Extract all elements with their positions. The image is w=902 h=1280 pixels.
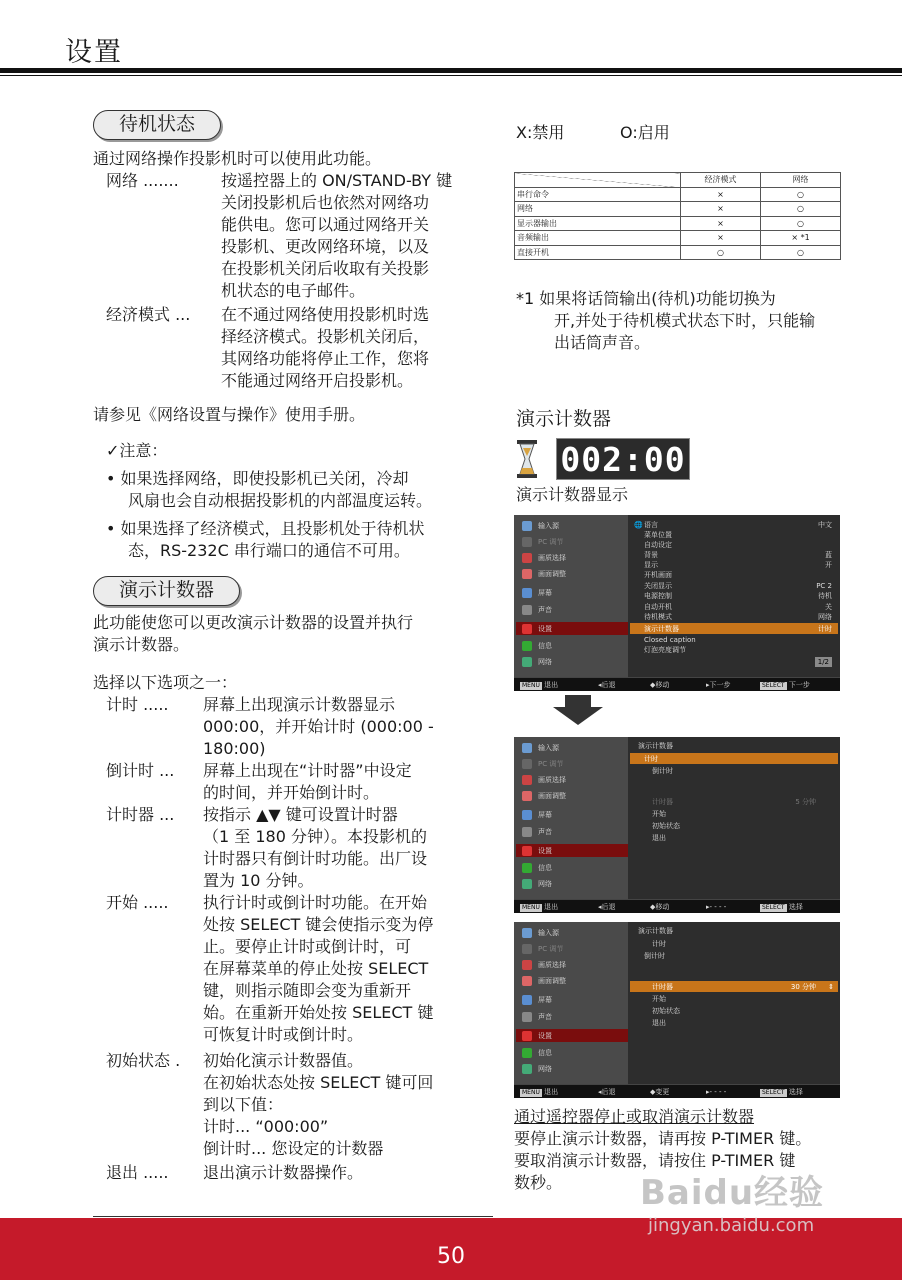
image-select-icon	[522, 775, 532, 785]
counter-subheading: 演示计数器	[516, 408, 612, 430]
counter-display: 002:00	[556, 438, 690, 480]
menu-key-icon: MENU	[522, 682, 540, 689]
menu-value: 网络	[818, 613, 832, 621]
text-line: 其网络功能将停止工作，您将	[221, 349, 430, 368]
menu-value: 计时	[818, 625, 832, 633]
menu-item[interactable]: 屏幕	[538, 996, 552, 1004]
menu-row[interactable]: 电源控制	[644, 592, 672, 600]
menu-row-start[interactable]: 开始	[652, 995, 666, 1003]
table-row	[515, 231, 841, 246]
menu-item[interactable]: 画质选择	[538, 776, 566, 784]
sound-icon	[522, 827, 532, 837]
menu-item[interactable]: 输入源	[538, 744, 559, 752]
menu-item[interactable]: 信息	[538, 642, 552, 650]
menu-item[interactable]: 画面调整	[538, 570, 566, 578]
menu-row-count-up[interactable]: 计时	[644, 755, 658, 763]
bottom-rule	[93, 1216, 493, 1217]
option-label: 初始状态 .	[106, 1051, 181, 1070]
counter-menu-screenshot	[514, 737, 840, 913]
footer-hint: 退出	[544, 1088, 559, 1096]
footer-hint: 退出	[544, 903, 559, 911]
matrix-footnote	[516, 288, 815, 354]
menu-row[interactable]: 演示计数器	[644, 625, 679, 633]
watermark-logo: Baidu经验	[640, 1173, 825, 1213]
text-line: 关闭投影机后也依然对网络功	[221, 193, 430, 212]
menu-row-timer[interactable]: 计时器	[652, 983, 673, 991]
footer-hint: 后退	[601, 1088, 616, 1096]
footer-hint: 后退	[601, 903, 616, 911]
standby-heading: 待机状态	[93, 110, 221, 140]
menu-item[interactable]: 网络	[538, 880, 552, 888]
header-rule	[0, 68, 902, 73]
text-line: 屏幕上出现演示计数器显示	[203, 695, 396, 714]
text-line: 此功能使您可以更改演示计数器的设置并执行	[93, 613, 414, 632]
row-label: 直接开机	[515, 245, 681, 260]
text-line: 置为 10 分钟。	[203, 871, 314, 890]
option-count-up	[106, 694, 506, 760]
cell: ×	[681, 187, 761, 202]
menu-item[interactable]: PC 调节	[538, 760, 564, 768]
page-title: 设置	[65, 37, 123, 68]
cell: ○	[761, 245, 841, 260]
setting-icon	[522, 1031, 532, 1041]
text-line: 要取消演示计数器，请按住 P-TIMER 键	[514, 1151, 796, 1170]
legend-enabled: O:启用	[620, 123, 670, 142]
menu-item[interactable]: 设置	[538, 847, 552, 855]
pc-adjust-icon	[522, 537, 532, 547]
footer-hint: 后退	[601, 681, 616, 689]
menu-value: 开	[825, 561, 832, 569]
text-line: 在投影机关闭后收取有关投影	[221, 259, 430, 278]
note-bullet-1	[106, 468, 432, 512]
footer-hint: 移动	[655, 681, 670, 689]
menu-row[interactable]: 关闭显示	[644, 582, 672, 590]
option-start	[106, 892, 506, 1050]
menu-left-panel	[514, 515, 628, 677]
timer-menu-screenshot	[514, 922, 840, 1098]
text-line: 能供电。您可以通过网络开关	[221, 215, 430, 234]
row-label: 串行命令	[515, 187, 681, 202]
table-row	[515, 187, 841, 202]
option-count-down	[106, 760, 506, 804]
eco-label: 经济模式 ...	[106, 305, 191, 324]
menu-item[interactable]: 屏幕	[538, 811, 552, 819]
text-line: 处按 SELECT 键会使指示变为停	[203, 915, 434, 934]
menu-footer: MENU 退出 ◂后退 ◆移动 ▸- - - - SELECT 选择	[514, 899, 840, 913]
menu-item[interactable]: 输入源	[538, 522, 559, 530]
note-title: ✓注意：	[106, 441, 168, 460]
footer-hint: 选择	[788, 903, 803, 911]
menu-left-panel	[514, 737, 628, 899]
row-label: 网络	[515, 202, 681, 217]
hourglass-icon	[516, 440, 538, 478]
menu-row[interactable]: Closed caption	[644, 636, 696, 644]
col-header: 网络	[761, 173, 841, 188]
timer-value: 5 分钟	[795, 798, 816, 806]
timer-heading: 演示计数器	[93, 576, 240, 606]
input-icon	[522, 743, 532, 753]
text-line: • 如果选择网络，即使投影机已关闭，冷却	[106, 469, 409, 488]
text-line: • 如果选择了经济模式，且投影机处于待机状	[106, 519, 425, 538]
network-icon	[522, 1064, 532, 1074]
text-line: 计时器只有倒计时功能。出厂设	[203, 849, 428, 868]
text-line: 180:00)	[203, 739, 266, 758]
menu-row-count-up[interactable]: 计时	[652, 940, 666, 948]
menu-item[interactable]: PC 调节	[538, 945, 564, 953]
menu-item[interactable]: 声音	[538, 1013, 552, 1021]
text-line: 在不通过网络使用投影机时选	[221, 305, 430, 324]
text-line: 的时间，并开始倒计时。	[203, 783, 380, 802]
menu-row[interactable]: 语言	[644, 521, 658, 529]
option-label: 计时器 ...	[106, 805, 175, 824]
cell: ○	[761, 216, 841, 231]
cell: ×	[681, 231, 761, 246]
info-icon	[522, 1048, 532, 1058]
cell: ×	[681, 216, 761, 231]
footer-hint: 退出	[544, 681, 559, 689]
text-line: 按指示 ▲▼ 键可设置计时器	[203, 805, 398, 824]
text-line: 不能通过网络开启投影机。	[221, 371, 414, 390]
note-bullet-2	[106, 518, 425, 562]
pc-adjust-icon	[522, 759, 532, 769]
menu-item[interactable]: 画质选择	[538, 961, 566, 969]
page-indicator: 1/2	[815, 657, 832, 667]
network-desc	[221, 170, 452, 302]
menu-row-count-down[interactable]: 倒计时	[644, 952, 665, 960]
menu-row[interactable]: 背景	[644, 551, 658, 559]
page-number: 50	[437, 1244, 465, 1269]
footer-hint: 选择	[788, 1088, 803, 1096]
col-header: 经济模式	[681, 173, 761, 188]
table-row	[515, 245, 841, 260]
network-icon	[522, 657, 532, 667]
menu-value: 蓝	[825, 551, 832, 559]
standby-intro: 通过网络操作投影机时可以使用此功能。	[93, 149, 382, 168]
text-line: 倒计时... 您设定的计数器	[203, 1139, 384, 1158]
arrow-down-icon	[553, 695, 603, 725]
option-timer	[106, 804, 506, 892]
menu-item[interactable]: 声音	[538, 606, 552, 614]
option-label: 倒计时 ...	[106, 761, 175, 780]
menu-value: 中文	[818, 521, 832, 529]
text-line: 数秒。	[514, 1173, 563, 1192]
menu-footer: MENU 退出 ◂后退 ◆移动 ▸下一步 SELECT 下一步	[514, 677, 840, 691]
globe-icon: 🌐	[634, 521, 643, 529]
text-line: 演示计数器。	[93, 635, 190, 654]
text-line: 机状态的电子邮件。	[221, 281, 366, 300]
text-line: 键，则指示随即会变为重新开	[203, 981, 412, 1000]
text-line: 开,并处于待机模式状态下时，只能输	[554, 311, 816, 330]
menu-value: 待机	[818, 592, 832, 600]
screen-icon	[522, 995, 532, 1005]
setting-icon	[522, 624, 532, 634]
watermark-url: jingyan.baidu.com	[648, 1215, 815, 1236]
text-line: 出话筒声音。	[554, 333, 651, 352]
menu-row[interactable]: 显示	[644, 561, 658, 569]
menu-item[interactable]: 屏幕	[538, 589, 552, 597]
cell: ×	[681, 202, 761, 217]
screen-icon	[522, 810, 532, 820]
pc-adjust-icon	[522, 944, 532, 954]
text-line: 屏幕上出现在“计时器”中设定	[203, 761, 412, 780]
image-adjust-icon	[522, 791, 532, 801]
network-icon	[522, 879, 532, 889]
menu-item[interactable]: 画面调整	[538, 792, 566, 800]
menu-value: PC 2	[816, 582, 832, 590]
input-icon	[522, 928, 532, 938]
header-rule-thin	[0, 75, 902, 76]
corner-cell	[515, 173, 681, 188]
menu-key-icon: MENU	[522, 904, 540, 911]
menu-row[interactable]: 自动开机	[644, 603, 672, 611]
option-exit	[106, 1162, 506, 1184]
select-key-icon: SELECT	[762, 904, 785, 911]
menu-row-timer[interactable]: 计时器	[652, 798, 673, 806]
text-line: 要停止演示计数器，请再按 P-TIMER 键。	[514, 1129, 812, 1148]
footer-hint: - - - -	[709, 1088, 727, 1096]
sound-icon	[522, 1012, 532, 1022]
text-line: 在初始状态处按 SELECT 键可回	[203, 1073, 434, 1092]
cell: ○	[761, 202, 841, 217]
choose-text: 选择以下选项之一：	[93, 673, 238, 692]
footer-hint: 下一步	[788, 681, 810, 689]
menu-item[interactable]: 网络	[538, 1065, 552, 1073]
footer-hint: 移动	[655, 903, 670, 911]
timer-value: 30 分钟	[790, 983, 816, 991]
select-key-icon: SELECT	[762, 1089, 785, 1096]
text-line: 止。要停止计时或倒计时，可	[203, 937, 412, 956]
footer-hint: - - - -	[709, 903, 727, 911]
menu-row-count-down[interactable]: 倒计时	[652, 767, 673, 775]
menu-left-panel	[514, 922, 628, 1084]
adjust-arrows-icon[interactable]: ⇕	[828, 983, 834, 991]
footer-hint: 变更	[655, 1088, 670, 1096]
text-line: 择经济模式。投影机关闭后，	[221, 327, 430, 346]
row-highlight	[630, 753, 838, 764]
option-label: 退出 .....	[106, 1163, 169, 1182]
counter-caption: 演示计数器显示	[516, 485, 629, 504]
text-line: 可恢复计时或倒计时。	[203, 1025, 364, 1044]
text-line: 到以下值：	[203, 1095, 284, 1114]
menu-item[interactable]: 画质选择	[538, 554, 566, 562]
network-label: 网络 .......	[106, 171, 179, 190]
menu-row-reset[interactable]: 初始状态	[652, 822, 680, 830]
text-line: 始。在重新开始处按 SELECT 键	[203, 1003, 434, 1022]
menu-item[interactable]: 信息	[538, 1049, 552, 1057]
text-line: 按遥控器上的 ON/STAND-BY 键	[221, 171, 453, 190]
image-adjust-icon	[522, 976, 532, 986]
text-line: *1 如果将话筒输出(待机)功能切换为	[516, 289, 776, 308]
text-line: 执行计时或倒计时功能。在开始	[203, 893, 428, 912]
remote-heading: 通过遥控器停止或取消演示计数器	[514, 1107, 755, 1126]
text-line: （1 至 180 分钟）。本投影机的	[203, 827, 427, 846]
option-reset	[106, 1050, 506, 1162]
menu-item[interactable]: PC 调节	[538, 538, 564, 546]
select-key-icon: SELECT	[762, 682, 785, 689]
submenu-title: 演示计数器	[638, 927, 673, 935]
legend-disabled: X:禁用	[516, 123, 565, 142]
option-label: 开始 .....	[106, 893, 169, 912]
menu-footer: MENU 退出 ◂后退 ◆变更 ▸- - - - SELECT 选择	[514, 1084, 840, 1098]
table-row	[515, 202, 841, 217]
menu-row-exit[interactable]: 退出	[652, 1019, 666, 1027]
function-matrix	[514, 172, 841, 260]
text-line: 在屏幕菜单的停止处按 SELECT	[203, 959, 429, 978]
menu-row-exit[interactable]: 退出	[652, 834, 666, 842]
image-select-icon	[522, 553, 532, 563]
menu-row[interactable]: 开机画面	[644, 571, 672, 579]
timer-intro	[93, 612, 413, 656]
menu-row-start[interactable]: 开始	[652, 810, 666, 818]
text-line: 风扇也会自动根据投影机的内部温度运转。	[128, 491, 433, 510]
text-line: 态，RS-232C 串行端口的通信不可用。	[128, 541, 410, 560]
menu-row[interactable]: 自动设定	[644, 541, 672, 549]
cell: × *1	[761, 231, 841, 246]
text-line: 000:00，并开始计时 (000:00 -	[203, 717, 434, 736]
menu-item[interactable]: 网络	[538, 658, 552, 666]
row-label: 音频输出	[515, 231, 681, 246]
image-adjust-icon	[522, 569, 532, 579]
table-row	[515, 216, 841, 231]
menu-row[interactable]: 灯泡亮度调节	[644, 646, 686, 654]
text-line: 初始化演示计数器值。	[203, 1051, 364, 1070]
setting-icon	[522, 846, 532, 856]
row-label: 显示器输出	[515, 216, 681, 231]
screen-icon	[522, 588, 532, 598]
menu-value: 关	[825, 603, 832, 611]
menu-item[interactable]: 设置	[538, 1032, 552, 1040]
cell: ○	[761, 187, 841, 202]
reference-text: 请参见《网络设置与操作》使用手册。	[93, 405, 366, 424]
text-line: 投影机、更改网络环境，以及	[221, 237, 430, 256]
footer-hint: 下一步	[709, 681, 731, 689]
menu-item[interactable]: 设置	[538, 625, 552, 633]
image-select-icon	[522, 960, 532, 970]
menu-item[interactable]: 画面调整	[538, 977, 566, 985]
menu-key-icon: MENU	[522, 1089, 540, 1096]
eco-desc	[221, 304, 429, 392]
info-icon	[522, 863, 532, 873]
menu-item[interactable]: 信息	[538, 864, 552, 872]
menu-item[interactable]: 声音	[538, 828, 552, 836]
submenu-title: 演示计数器	[638, 742, 673, 750]
menu-row-reset[interactable]: 初始状态	[652, 1007, 680, 1015]
sound-icon	[522, 605, 532, 615]
option-label: 计时 .....	[106, 695, 169, 714]
menu-row[interactable]: 菜单位置	[644, 531, 672, 539]
text-line: 退出演示计数器操作。	[203, 1163, 364, 1182]
menu-row[interactable]: 待机模式	[644, 613, 672, 621]
info-icon	[522, 641, 532, 651]
settings-menu-screenshot	[514, 515, 840, 691]
input-icon	[522, 521, 532, 531]
cell: ○	[681, 245, 761, 260]
timer-options	[106, 694, 506, 1184]
menu-item[interactable]: 输入源	[538, 929, 559, 937]
text-line: 计时... “000:00”	[203, 1117, 329, 1136]
